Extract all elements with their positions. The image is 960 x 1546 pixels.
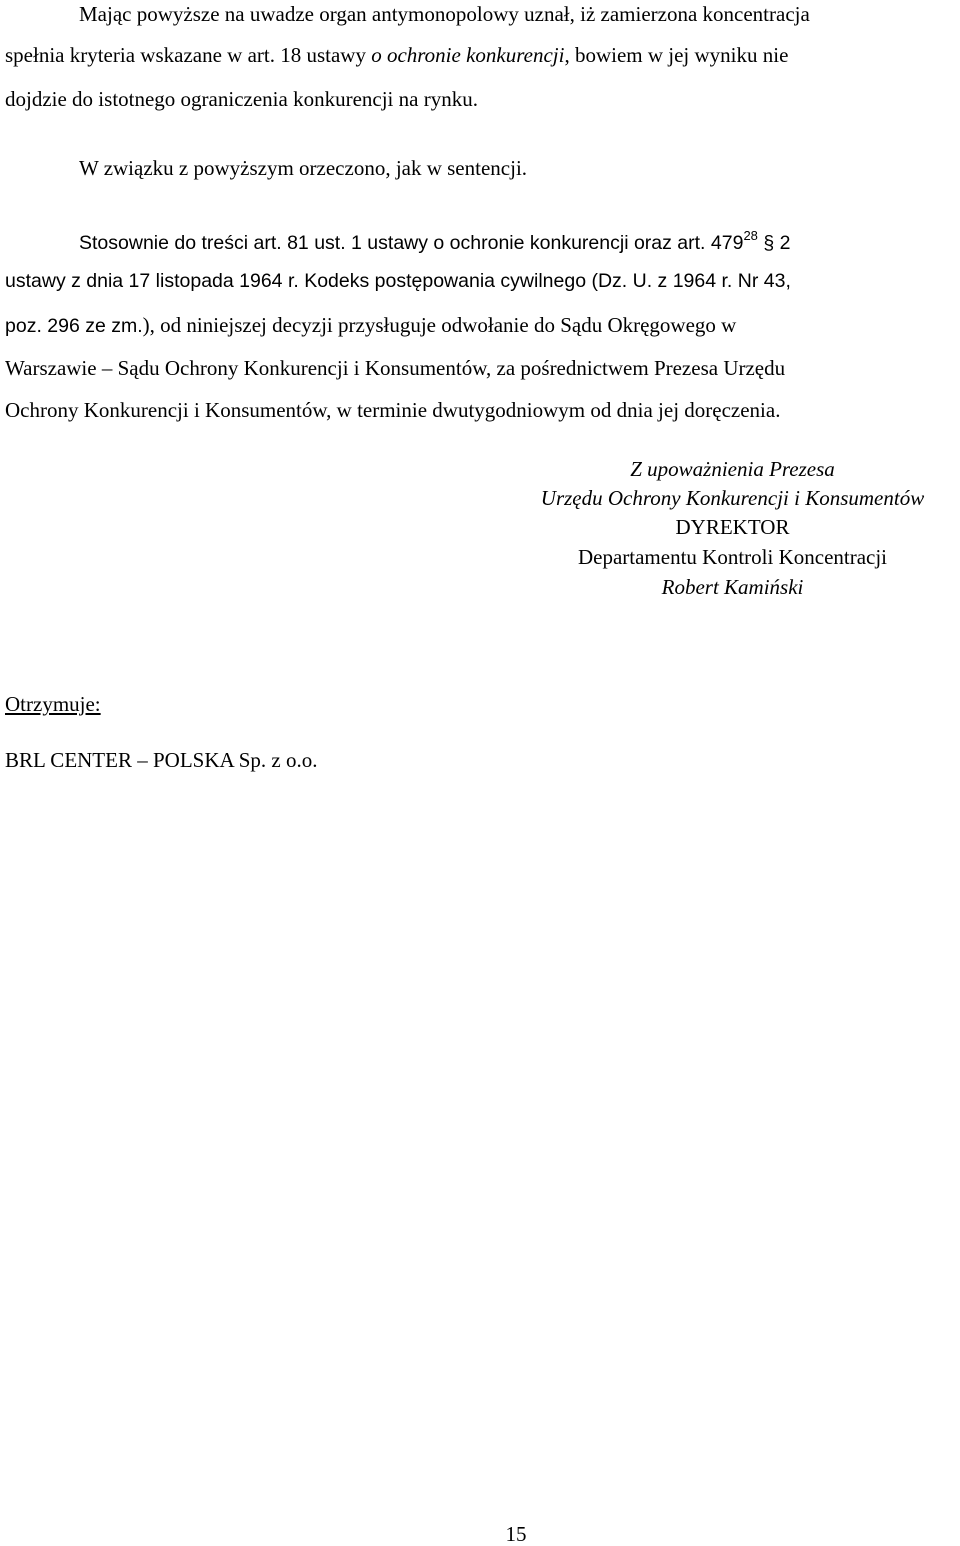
signature-line-2: Urzędu Ochrony Konkurencji i Konsumentów <box>540 486 925 510</box>
paragraph-3-line-5: Ochrony Konkurencji i Konsumentów, w terminie dwutygodniowym od dnia jej doręczenia. <box>5 398 781 422</box>
signature-line-1: Z upoważnienia Prezesa <box>630 457 835 481</box>
paragraph-3-line-3 <box>5 315 736 337</box>
paragraph-2-line-1: W związku z powyższym orzeczono, jak w sentencji. <box>79 156 528 180</box>
paragraph-1-line-2 <box>5 45 788 66</box>
recipient-item: BRL CENTER – POLSKA Sp. z o.o. <box>5 748 318 772</box>
paragraph-1-line-3: dojdzie do istotnego ograniczenia konkurencji na rynku. <box>5 87 478 111</box>
paragraph-3-line-1-text-b: § 2 <box>757 232 791 254</box>
paragraph-1-line-1: Mając powyższe na uwadze organ antymonopolowy uznał, iż zamierzona koncentracja <box>79 2 810 26</box>
act-title-italic: o ochronie konkurencji <box>371 43 565 67</box>
paragraph-3-line-2: ustawy z dnia 17 listopada 1964 r. Kodeks postępowania cywilnego (Dz. U. z 1964 r. Nr 43, <box>5 270 791 292</box>
paragraph-3-line-3-text-a: poz. 296 ze zm. <box>5 315 143 337</box>
article-superscript: 28 <box>743 228 758 243</box>
paragraph-3-line-4: Warszawie – Sądu Ochrony Konkurencji i Konsumentów, za pośrednictwem Prezesa Urzędu <box>5 356 786 380</box>
signature-title: DYREKTOR <box>675 515 790 539</box>
paragraph-3-line-3-text-b: ), od niniejszej decyzji przysługuje odwołanie do Sądu Okręgowego w <box>142 313 737 337</box>
paragraph-1-line-2-text-a: spełnia kryteria wskazane w art. 18 ustawy <box>5 43 372 67</box>
signature-department: Departamentu Kontroli Koncentracji <box>577 545 888 569</box>
page-number: 15 <box>505 1522 527 1546</box>
paragraph-3-line-1 <box>79 229 790 254</box>
recipients-heading: Otrzymuje: <box>5 692 101 716</box>
paragraph-1-line-2-text-c: , bowiem w jej wyniku nie <box>564 43 789 67</box>
paragraph-3-line-1-text-a: Stosownie do treści art. 81 ust. 1 ustawy o ochronie konkurencji oraz art. 479 <box>79 232 744 254</box>
signature-name: Robert Kamiński <box>661 575 804 599</box>
